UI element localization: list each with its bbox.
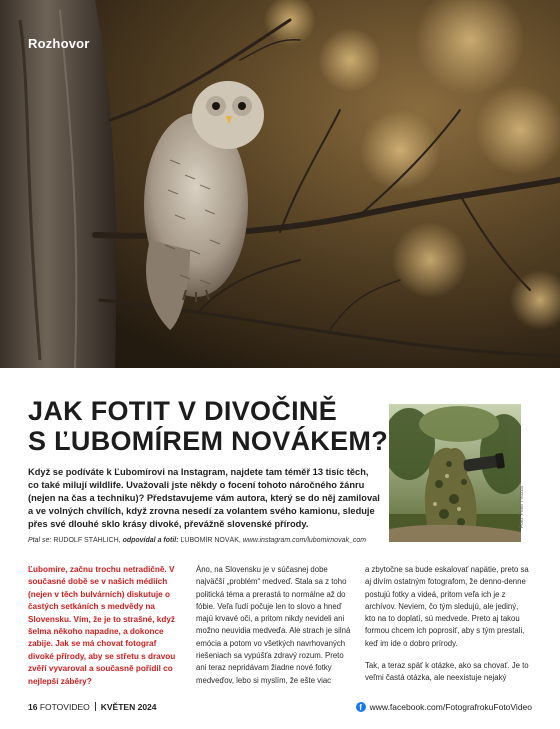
article-headline [28,396,388,456]
footer-facebook[interactable] [356,702,532,712]
magazine-name: FOTOVIDEO [39,702,90,712]
column-3 [365,564,530,685]
answer-paragraph-3: Tak, a teraz späť k otázke, ako sa chovať. Je to veľmi častá otázka, ale neexistuje nejaký [365,661,529,683]
column-1-question [28,564,178,688]
article-lead: Když se podíváte k Ľubomírovi na Instagram, najdete tam téměř 13 tisíc těch, co také milují wildlife. Uvažovali jste někdy o focení tohoto náročného žánru (nejen na čas a techniku)? Představujeme vám autora, který se do něj zamiloval a ve volných chvílích, když zrovna nesedí za volantem svého kamionu, sleduje přes své dlouhé sklo krásy divoké, převážně slovenské přírody. [28,467,380,529]
article-credit [28,536,380,545]
credit-photographer: ĽUBOMÍR NOVÁK, [180,537,241,544]
column-2 [196,564,356,687]
credit-label-photographer: odpovídal a fotil: [122,537,179,544]
footer-page-info [28,702,157,712]
answer-paragraph-2: a zbytočne sa bude eskalovať napätie, preto sa aj divím ostatným fotografom, že denno-denne postujú fotky a videá, pritom veľa ich je z archívov. Neviem, čo tým sledujú, ale jediný, kto na to doplatí, sú medvede. Preto aj takou formou chcem ich poprosiť, aby s tým prestali, keď im ide o dobro prírody. [365,565,529,648]
section-label: Rozhovor [28,36,90,51]
facebook-url[interactable]: www.facebook.com/FotografrokuFotoVideo [369,702,532,712]
inset-photo-credit: Foto: Peter Hrozza [519,486,525,528]
credit-label-interviewer: Ptal se: [28,537,52,544]
answer-paragraph-1: Áno, na Slovensku je v súčasnej dobe najväčší „problém“ medveď. Stala sa z toho politická téma a prerastá to normálne až do fóbie. Veľa ľudí počuje len to slovo a hneď majú krvavé oči, a pritom nikdy nevideli ani možno neuvidia medveďa. Ale strach je silná emócia a potom vo všetkých navrhovaných riešeniach sa vypúšťa zdravý rozum. Preto ani teraz nepridávam žiadne nové fotky medveďov, lebo si myslím, že ešte viac [196,565,351,685]
headline-line-2: S ĽUBOMÍREM NOVÁKEM? [28,426,388,456]
credit-instagram-link[interactable]: www.instagram.com/lubomirnovak_com [242,537,367,544]
headline-line-1: JAK FOTIT V DIVOČINĚ [28,396,338,426]
interview-question: Ľubomíre, začnu trochu netradičně. V současné době se v našich médiích (nejen v těch bulvárních) diskutuje o častých setkáních s medvědy na Slovensku. Vím, že je to strašné, když šelma někoho napadne, a dokonce zabije. Jak se má chovat fotograf divoké přírody, aby se střetu s dravou zvěří vyvaroval a současně pořídil co nejlepší záběry? [28,565,176,686]
facebook-icon: f [356,702,366,712]
footer-divider [95,702,96,711]
page-number: 16 [28,702,38,712]
issue-date: KVĚTEN 2024 [100,702,157,712]
credit-interviewer: RUDOLF STÁHLICH, [53,537,121,544]
inset-photo-photographer [389,404,521,542]
